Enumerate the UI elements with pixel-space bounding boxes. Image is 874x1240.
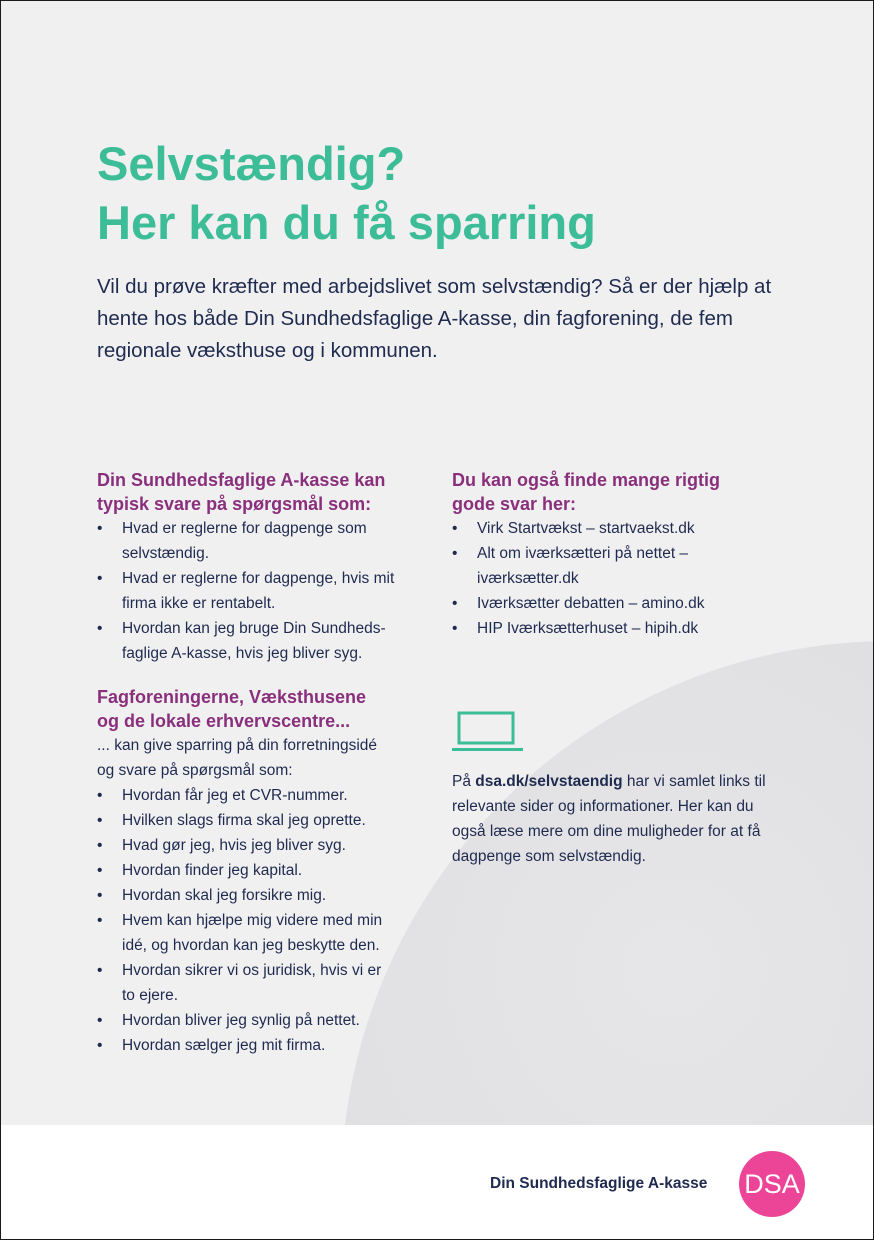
list-item: • Hvad er reglerne for dagpenge som selvstændig. [97, 516, 397, 566]
website-note-text: har vi samlet links til relevante sider og informationer. Her kan du også læse mere om dine muligheder for at få dagpenge som selvstændig. [452, 773, 766, 865]
akasse-heading [97, 468, 397, 516]
website-link[interactable]: dsa.dk/selvstaendig [475, 773, 623, 790]
dsa-logo [739, 1151, 805, 1217]
laptop-icon [452, 711, 524, 758]
list-item: • Hvem kan hjælpe mig videre med min idé, og hvordan kan jeg beskytte den. [97, 908, 397, 958]
list-item: • Hvordan sikrer vi os juridisk, hvis vi er to ejere. [97, 958, 397, 1008]
resources-link-list [452, 516, 782, 641]
right-column [452, 468, 782, 641]
partners-heading-line-1: Fagforeningerne, Væksthusene [97, 687, 367, 707]
website-note [452, 769, 782, 869]
list-item: • Hvad gør jeg, hvis jeg bliver syg. [97, 833, 397, 858]
resource-item-startvaekst[interactable]: • Virk Startvækst – startvaekst.dk [452, 516, 782, 541]
decorative-circle [341, 641, 873, 1125]
list-item: • Hvilken slags firma skal jeg oprette. [97, 808, 397, 833]
akasse-heading-line-2: typisk svare på spørgsmål som: [97, 494, 372, 514]
resources-heading-line-1: Du kan også finde mange rigtig [452, 470, 721, 490]
website-note-prefix: På [452, 773, 476, 790]
list-item: • Hvordan sælger jeg mit firma. [97, 1033, 397, 1058]
akasse-heading-line-1: Din Sundhedsfaglige A-kasse kan [97, 470, 386, 490]
resource-item-hipih[interactable]: • HIP Iværksætterhuset – hipih.dk [452, 616, 782, 641]
list-item: • Hvordan skal jeg forsikre mig. [97, 883, 397, 908]
footer-organization-name: Din Sundhedsfaglige A-kasse [490, 1175, 708, 1192]
list-item: • Hvad er reglerne for dagpenge, hvis mit firma ikke er rentabelt. [97, 566, 397, 616]
left-column [97, 468, 397, 1058]
title-line-2: Her kan du få sparring [97, 196, 596, 249]
partners-intro-line-2: og svare på spørgsmål som: [97, 762, 293, 779]
partners-heading-line-2: og de lokale erhvervscentre... [97, 711, 351, 731]
partners-intro [97, 733, 397, 783]
partners-question-list [97, 783, 397, 1058]
list-item: • Hvordan får jeg et CVR-nummer. [97, 783, 397, 808]
list-item: • Hvordan kan jeg bruge Din Sundheds-faglige A-kasse, hvis jeg bliver syg. [97, 616, 397, 666]
partners-intro-line-1: ... kan give sparring på din forretningsidé [97, 737, 378, 754]
intro-paragraph: Vil du prøve kræfter med arbejdslivet som selvstændig? Så er der hjælp at hente hos både Din Sundhedsfaglige A-kasse, din fagforening, de fem regionale væksthuse og i kommunen. [97, 275, 772, 362]
list-item: • Hvordan bliver jeg synlig på nettet. [97, 1008, 397, 1033]
page-title [97, 134, 596, 252]
resource-item-ivaerksaetter[interactable]: • Alt om iværksætteri på nettet – iværksætter.dk [452, 541, 727, 591]
logo-text: DSA [744, 1168, 800, 1199]
list-item: • Hvordan finder jeg kapital. [97, 858, 397, 883]
resource-item-amino[interactable]: • Iværksætter debatten – amino.dk [452, 591, 782, 616]
resources-heading-line-2: gode svar her: [452, 494, 577, 514]
partners-heading [97, 685, 397, 733]
akasse-question-list [97, 516, 397, 666]
resources-heading [452, 468, 782, 516]
title-line-1: Selvstændig? [97, 137, 406, 190]
